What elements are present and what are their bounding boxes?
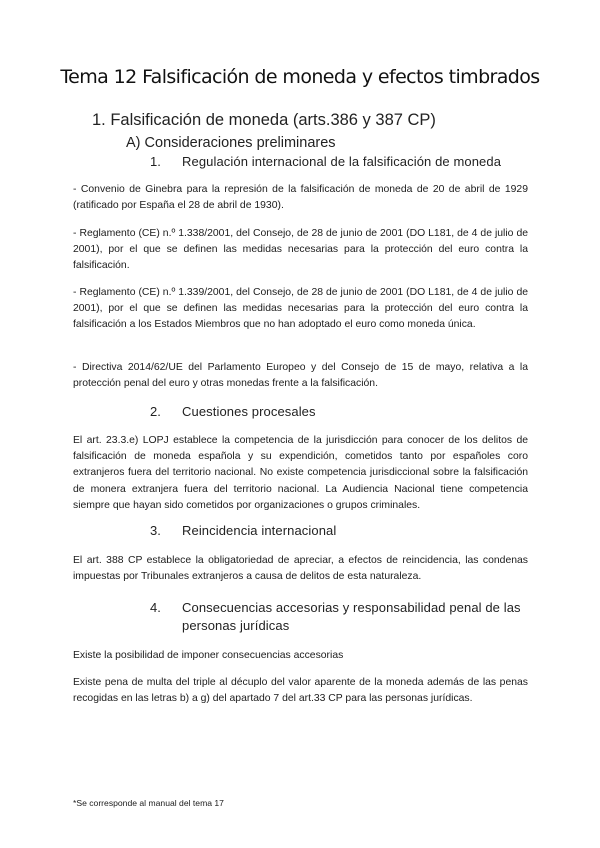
item-heading-3: Reincidencia internacional <box>182 523 337 538</box>
paragraph-reglamento-1339: - Reglamento (CE) n.º 1.339/2001, del Consejo, de 28 de junio de 2001 (DO L181, de 4 de julio de 2001), por el que se definen las medidas necesarias para la protección del euro contra la falsificación a los Estados Miembros que no han adoptado el euro como moneda única. <box>73 287 528 331</box>
item-number-3: 3. <box>150 523 161 538</box>
item-number-4: 4. <box>150 600 161 615</box>
paragraph-pena-multa: Existe pena de multa del triple al décuplo del valor aparente de la moneda además de las penas recogidas en las letras b) a g) del apartado 7 del art.33 CP para las personas jurídicas. <box>73 677 528 705</box>
paragraph-convenio-ginebra: - Convenio de Ginebra para la represión de la falsificación de moneda de 20 de abril de 1929 (ratificado por España el 28 de abril de 1930). <box>73 184 528 212</box>
item-heading-2: Cuestiones procesales <box>182 404 316 419</box>
item-heading-1: Regulación internacional de la falsificación de moneda <box>182 154 502 169</box>
item-number-2: 2. <box>150 404 161 419</box>
footnote: *Se corresponde al manual del tema 17 <box>73 798 224 808</box>
paragraph-directiva: - Directiva 2014/62/UE del Parlamento Europeo y del Consejo de 15 de mayo, relativa a la protección penal del euro y otras monedas frente a la falsificación. <box>73 362 528 390</box>
item-number-1: 1. <box>150 154 161 169</box>
subsection-heading: A) Consideraciones preliminares <box>126 135 336 151</box>
item-heading-4-line2: personas jurídicas <box>182 618 290 633</box>
item-heading-4-line1: Consecuencias accesorias y responsabilidad penal de las <box>182 600 521 615</box>
section-heading: 1. Falsificación de moneda (arts.386 y 387 CP) <box>92 111 436 129</box>
paragraph-reincidencia: El art. 388 CP establece la obligatoriedad de apreciar, a efectos de reincidencia, las condenas impuestas por Tribunales extranjeros a causa de delitos de esta naturaleza. <box>73 555 528 583</box>
paragraph-consecuencias: Existe la posibilidad de imponer consecuencias accesorias <box>73 650 344 661</box>
paragraph-reglamento-1338: - Reglamento (CE) n.º 1.338/2001, del Consejo, de 28 de junio de 2001 (DO L181, de 4 de julio de 2001), por el que se definen las medidas necesarias para la protección del euro contra la falsificación. <box>73 228 528 272</box>
paragraph-cuestiones-procesales: El art. 23.3.e) LOPJ establece la competencia de la jurisdicción para conocer de los delitos de falsificación de moneda española y su expendición, cometidos tanto por españoles coro extranjeros fuera del territorio nacional. No existe competencia jurisdiccional sobre la falsificación de monera extranjera fuera del territorio nacional. La Audiencia Nacional tiene competencia siempre que hayan sido cometidos por organizaciones o grupos criminales. <box>73 435 528 511</box>
page-title: Tema 12 Falsificación de moneda y efectos timbrados <box>60 66 540 88</box>
